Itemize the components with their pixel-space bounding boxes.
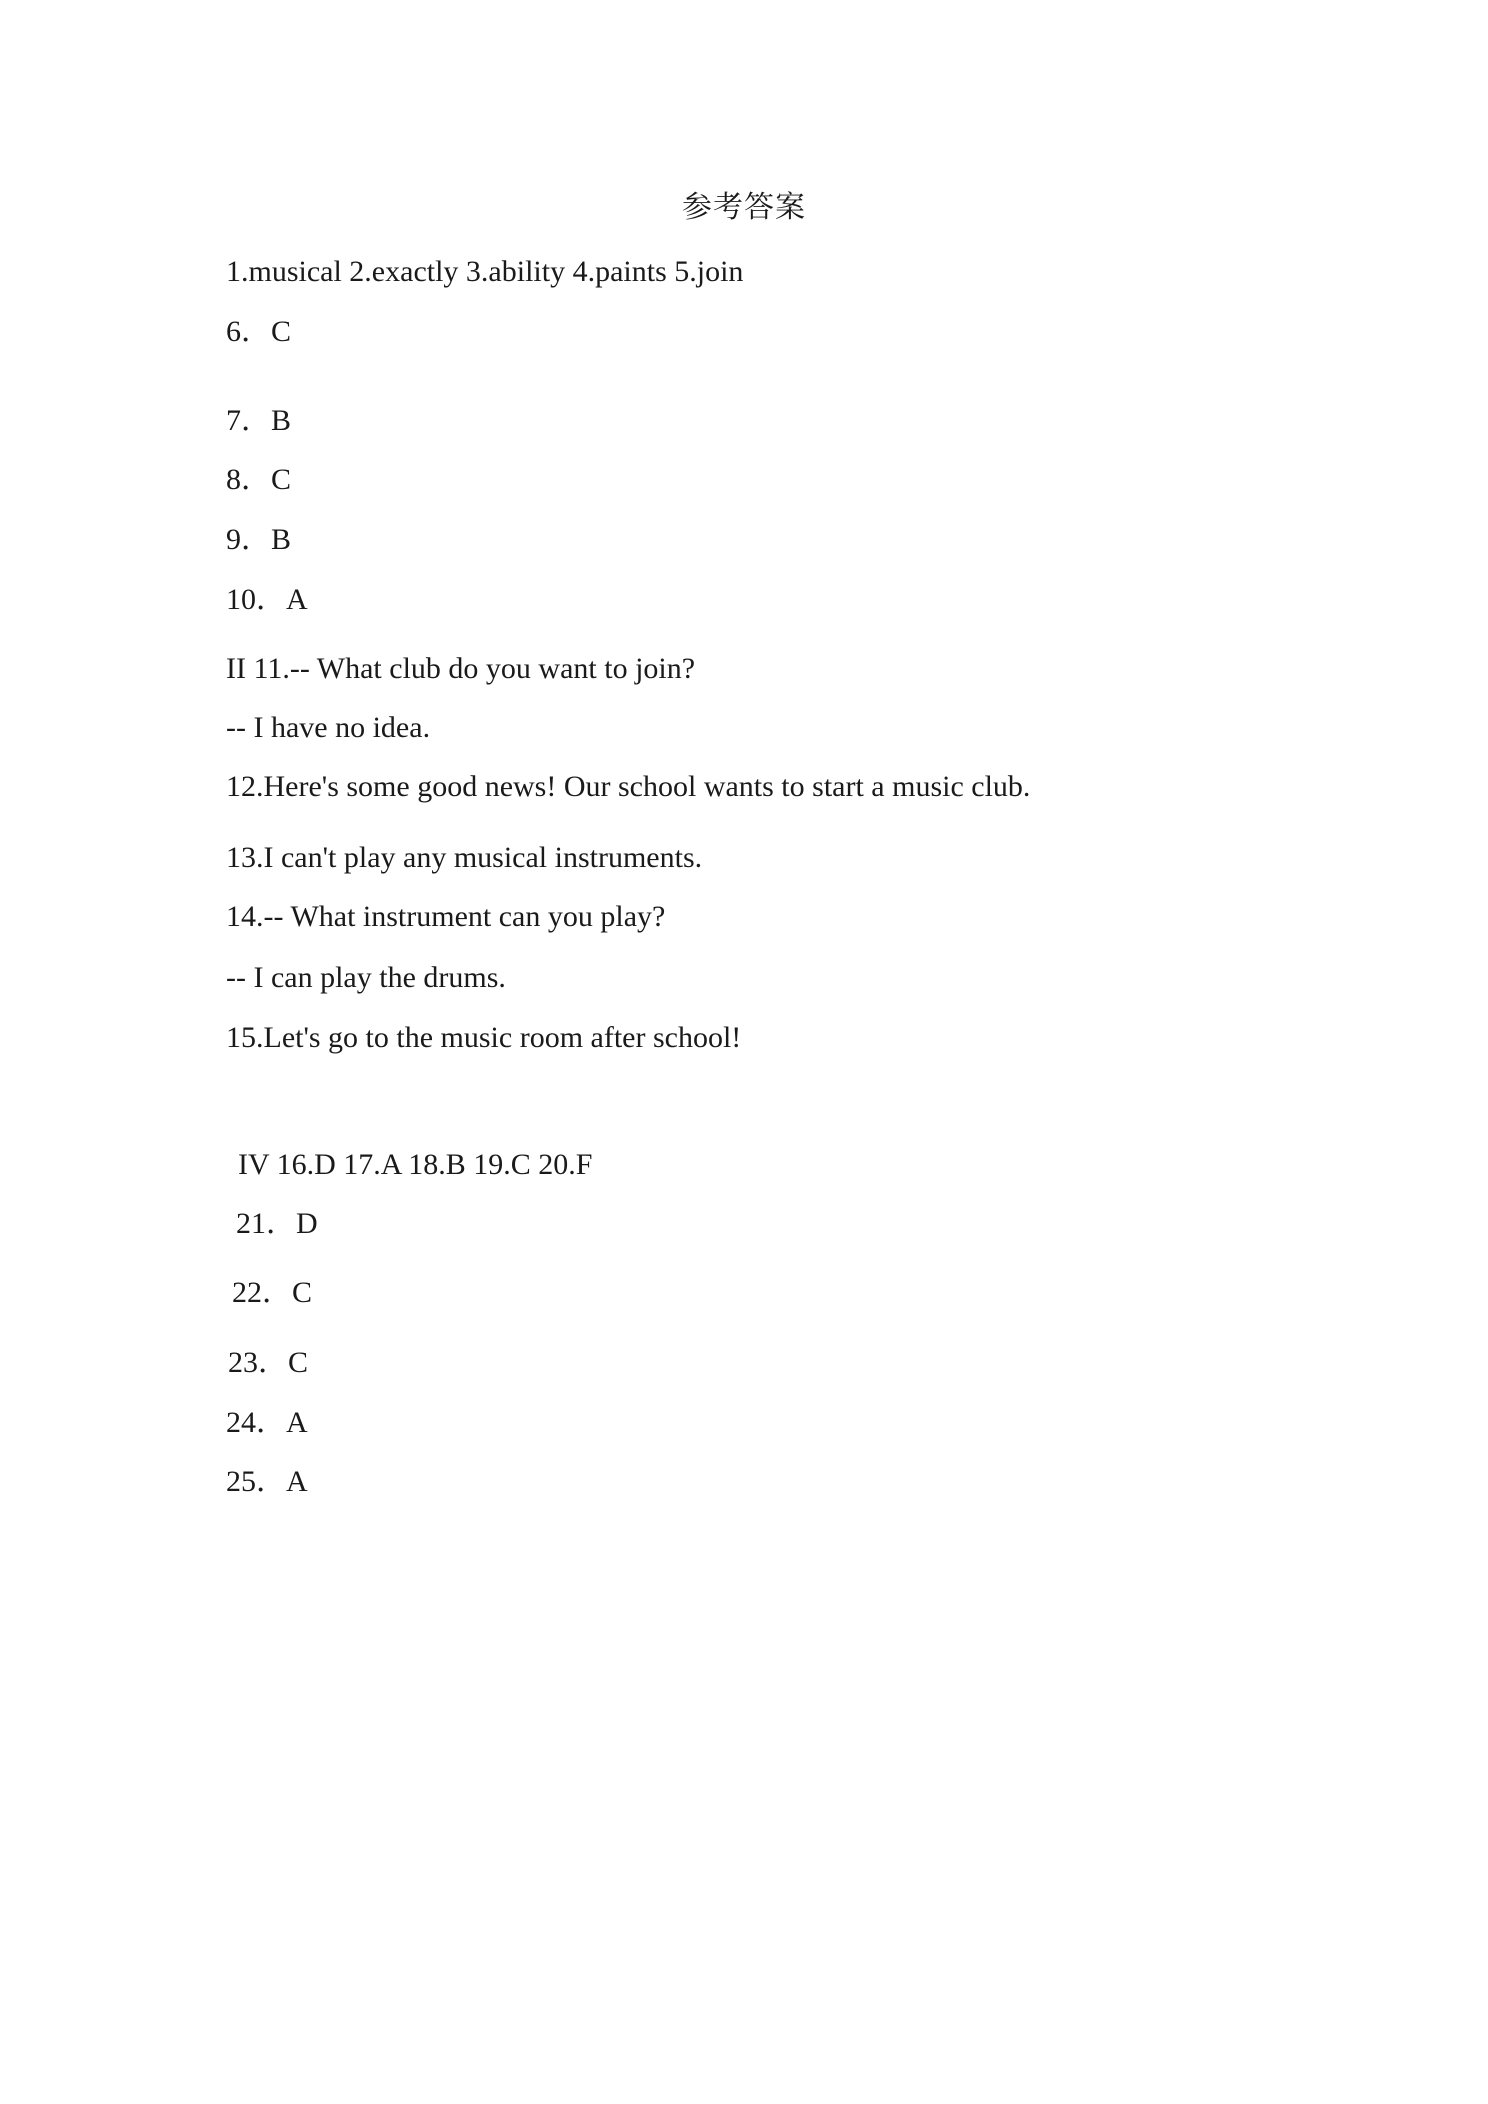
page-title: 参考答案 — [682, 190, 806, 225]
answer-line-14-question: 14.-- What instrument can you play? — [226, 900, 666, 933]
answer-line-9: 9．B — [226, 523, 292, 556]
answer-line-11-response: -- I have no idea. — [226, 711, 431, 744]
answer-line-1-5: 1.musical 2.exactly 3.ability 4.paints 5.join — [226, 255, 744, 288]
answer-line-6: 6．C — [226, 315, 292, 348]
answer-line-16-20: IV 16.D 17.A 18.B 19.C 20.F — [238, 1148, 593, 1181]
answer-line-7: 7．B — [226, 404, 292, 437]
answer-line-11-question: II 11.-- What club do you want to join? — [226, 652, 696, 685]
answer-line-21: 21．D — [236, 1207, 318, 1240]
answer-line-23: 23．C — [228, 1346, 309, 1379]
answer-line-8: 8．C — [226, 463, 292, 496]
answer-line-13: 13.I can't play any musical instruments. — [226, 841, 703, 874]
answer-line-25: 25．A — [226, 1465, 308, 1498]
answer-line-12: 12.Here's some good news! Our school wants to start a music club. — [226, 770, 1031, 803]
answer-line-14-response: -- I can play the drums. — [226, 961, 506, 994]
answer-line-22: 22．C — [232, 1276, 313, 1309]
answer-line-24: 24．A — [226, 1406, 308, 1439]
answer-line-10: 10．A — [226, 583, 308, 616]
answer-line-15: 15.Let's go to the music room after school! — [226, 1021, 742, 1054]
